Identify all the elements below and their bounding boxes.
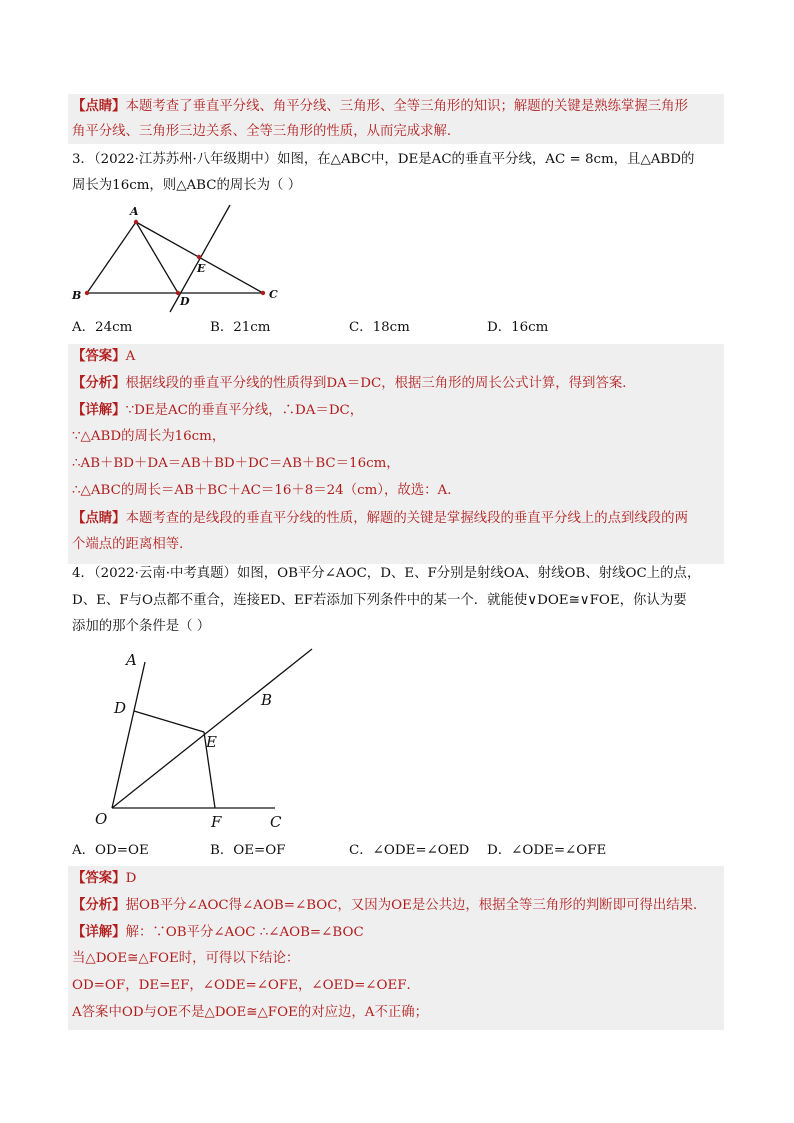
- q3-detail-2: ∵△ABD的周长为16cm，: [72, 429, 226, 444]
- q4-stem-line-3: 添加的那个条件是（ ）: [72, 619, 211, 634]
- q4-label-f: F: [211, 813, 222, 831]
- q3-option-c: C．18cm: [349, 320, 410, 335]
- q3-detail-1: 【详解】∵DE是AC的垂直平分线，∴DA＝DC，: [72, 402, 364, 418]
- q3-label-d: D: [180, 295, 190, 308]
- q3-option-d: D．16cm: [487, 320, 549, 335]
- q4-detail-1: 【详解】解：∵OB平分∠AOC ∴∠AOB=∠BOC: [72, 924, 364, 940]
- q4-label-a: A: [126, 651, 137, 669]
- q3-point-1: 【点睛】本题考查的是线段的垂直平分线的性质，解题的关键是掌握线段的垂直平分线上的点到线段的两: [72, 510, 688, 526]
- q4-label-e: E: [206, 733, 217, 751]
- q4-answer: 【答案】D: [72, 870, 137, 886]
- q3-label-b: B: [72, 289, 82, 302]
- q3-point-2: 个端点的距离相等．: [72, 537, 193, 552]
- q4-analysis: 【分析】据OB平分∠AOC得∠AOB=∠BOC，又因为OE是公共边，根据全等三角形的判断即可得出结果．: [72, 897, 707, 913]
- q3-answer: 【答案】A: [72, 348, 136, 364]
- point-line-2: 角平分线、三角形三边关系、全等三角形的性质，从而完成求解．: [72, 124, 461, 139]
- q4-label-c: C: [270, 813, 282, 831]
- q3-label-a: A: [130, 205, 139, 218]
- q3-analysis: 【分析】根据线段的垂直平分线的性质得到DA＝DC，根据三角形的周长公式计算，得到答案．: [72, 375, 636, 391]
- q4-detail-2: 当△DOE≅△FOE时，可得以下结论：: [72, 951, 300, 966]
- q3-stem-line-2: 周长为16cm，则△ABC的周长为（ ）: [72, 178, 302, 193]
- q4-label-d: D: [114, 699, 127, 717]
- q3-label-c: C: [269, 288, 278, 301]
- q3-detail-3: ∴AB＋BD＋DA＝AB＋BD＋DC＝AB＋BC＝16cm，: [72, 456, 400, 471]
- q4-stem-line-1: 4．（2022·云南·中考真题）如图，OB平分∠AOC，D、E、F分别是射线OA、射线OB、射线OC上的点，: [72, 566, 701, 581]
- q4-detail-4: A答案中OD与OE不是△DOE≅△FOE的对应边，A不正确；: [72, 1005, 429, 1020]
- q3-detail-4: ∴△ABC的周长＝AB＋BC＋AC＝16＋8＝24（cm），故选：A．: [72, 483, 461, 498]
- q4-option-c: C．∠ODE=∠OED: [349, 843, 470, 858]
- q4-label-o: O: [95, 810, 108, 828]
- q3-option-b: B．21cm: [210, 320, 271, 335]
- point-tag: 【点睛】: [72, 98, 126, 114]
- q3-stem-line-1: 3．（2022·江苏苏州·八年级期中）如图，在△ABC中，DE是AC的垂直平分线，AC = 8cm，且△ABD的: [72, 152, 695, 167]
- point-line-1: 【点睛】本题考查了垂直平分线、角平分线、三角形、全等三角形的知识；解题的关键是熟练掌握三角形: [72, 98, 688, 114]
- q4-stem-line-2: D、E、F与O点都不重合，连接ED、EF若添加下列条件中的某一个．就能使∨DOE≅∨FOE，你认为要: [72, 593, 687, 608]
- q4-detail-3: OD=OF，DE=EF，∠ODE=∠OFE，∠OED=∠OEF．: [72, 978, 420, 993]
- q3-option-a: A．24cm: [72, 320, 133, 335]
- q4-angle-figure: [90, 645, 320, 835]
- q4-label-b: B: [261, 691, 273, 709]
- q4-option-d: D．∠ODE=∠OFE: [487, 843, 607, 858]
- q3-label-e: E: [197, 262, 206, 275]
- q4-option-a: A．OD=OE: [72, 843, 149, 858]
- q3-triangle-figure: [66, 200, 296, 314]
- q4-option-b: B．OE=OF: [210, 843, 286, 858]
